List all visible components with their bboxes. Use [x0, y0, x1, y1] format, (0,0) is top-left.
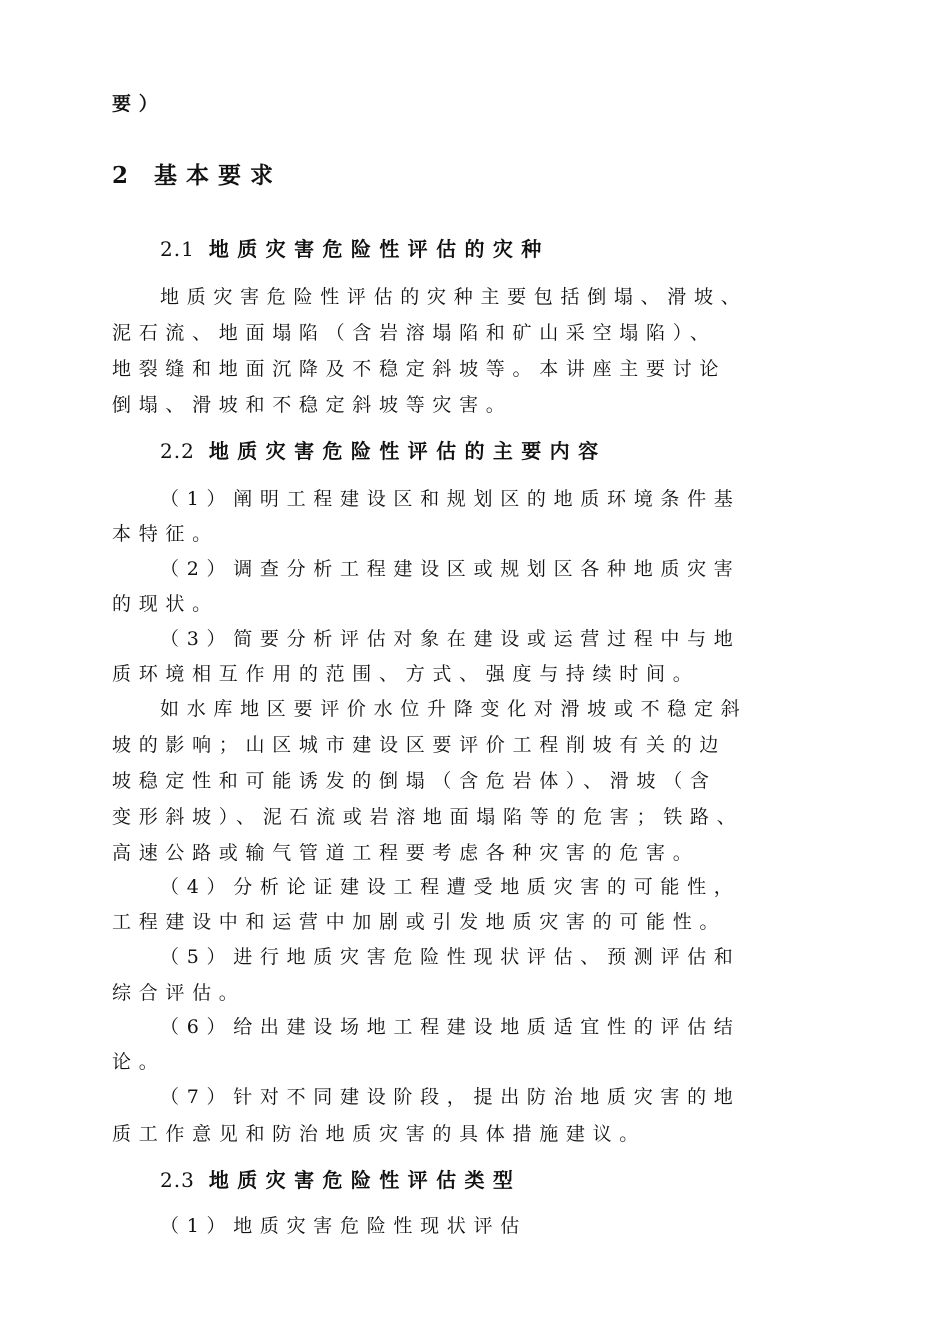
section-title: 地质灾害危险性评估的主要内容: [208, 439, 607, 463]
section-heading-2-3: [160, 1165, 950, 1195]
list-line: 坡稳定性和可能诱发的倒塌（含危岩体）、滑坡（含: [112, 770, 717, 792]
list-line: （7）针对不同建设阶段，提出防治地质灾害的地: [160, 1086, 741, 1108]
list-line: 质工作意见和防治地质灾害的具体措施建议。: [112, 1123, 647, 1145]
list-line: 变形斜坡）、泥石流或岩溶地面塌陷等的危害；铁路、: [112, 806, 744, 828]
list-line: （6）给出建设场地工程建设地质适宜性的评估结: [160, 1016, 741, 1038]
list-line: （5）进行地质灾害危险性现状评估、预测评估和: [160, 946, 741, 968]
section-heading-2-2: [160, 436, 950, 466]
section-heading-2: 2 基本要求: [112, 162, 283, 189]
section-heading-2-1: [160, 234, 950, 264]
list-line: 综合评估。: [112, 982, 246, 1004]
list-line: 工程建设中和运营中加剧或引发地质灾害的可能性。: [112, 911, 727, 933]
paragraph-line: 地质灾害危险性评估的灾种主要包括倒塌、滑坡、: [160, 286, 748, 308]
list-line: 如水库地区要评价水位升降变化对滑坡或不稳定斜: [160, 698, 748, 720]
section-title: 地质灾害危险性评估的灾种: [208, 237, 550, 261]
list-line: 质环境相互作用的范围、方式、强度与持续时间。: [112, 663, 700, 685]
list-line: 的现状。: [112, 593, 219, 615]
list-line: 高速公路或输气管道工程要考虑各种灾害的危害。: [112, 842, 700, 864]
list-line: （1）地质灾害危险性现状评估: [160, 1215, 527, 1237]
list-line: （2）调查分析工程建设区或规划区各种地质灾害: [160, 558, 741, 580]
list-line: 论。: [112, 1051, 166, 1073]
section-number: 2.1: [160, 237, 195, 261]
paragraph-line: 倒塌、滑坡和不稳定斜坡等灾害。: [112, 394, 513, 416]
list-line: （1）阐明工程建设区和规划区的地质环境条件基: [160, 488, 741, 510]
continuation-text: 要）: [112, 93, 166, 115]
section-number: 2.2: [160, 439, 195, 463]
section-title: 地质灾害危险性评估类型: [208, 1168, 522, 1192]
list-line: （3）简要分析评估对象在建设或运营过程中与地: [160, 628, 741, 650]
paragraph-line: 地裂缝和地面沉降及不稳定斜坡等。本讲座主要讨论: [112, 358, 727, 380]
list-line: 坡的影响；山区城市建设区要评价工程削坡有关的边: [112, 734, 727, 756]
section-number: 2.3: [160, 1168, 195, 1192]
list-line: （4）分析论证建设工程遭受地质灾害的可能性，: [160, 876, 741, 898]
list-line: 本特征。: [112, 523, 219, 545]
paragraph-line: 泥石流、地面塌陷（含岩溶塌陷和矿山采空塌陷）、: [112, 322, 717, 344]
